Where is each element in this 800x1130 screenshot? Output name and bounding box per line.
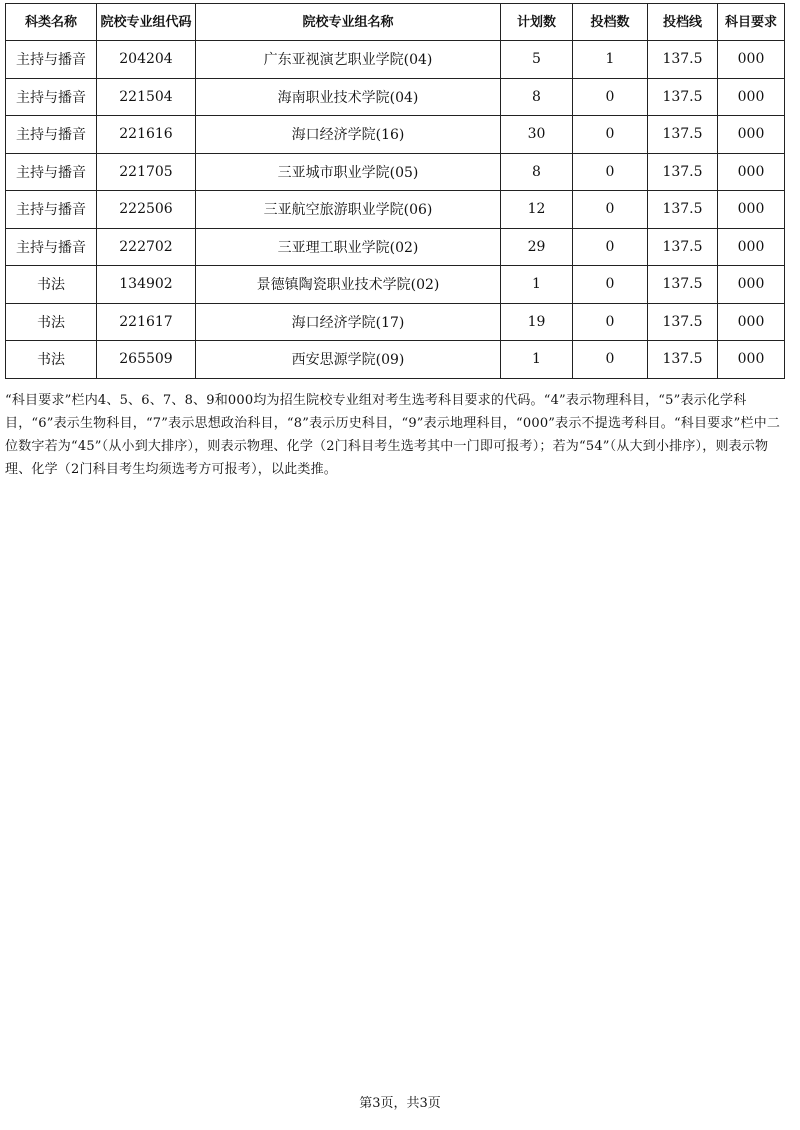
cell-filing-line: 137.5 [648, 41, 718, 79]
cell-subject-requirement: 000 [718, 341, 785, 379]
cell-plan-count: 19 [501, 303, 573, 341]
cell-subject-requirement: 000 [718, 266, 785, 304]
table-row [6, 266, 785, 304]
cell-filing-line: 137.5 [648, 78, 718, 116]
cell-filing-line: 137.5 [648, 303, 718, 341]
cell-group-name: 海口经济学院(17) [196, 303, 501, 341]
cell-subject-requirement: 000 [718, 228, 785, 266]
table-row [6, 228, 785, 266]
header-filed-count: 投档数 [573, 4, 648, 41]
cell-filed-count: 0 [573, 228, 648, 266]
cell-plan-count: 1 [501, 266, 573, 304]
admission-table [5, 3, 785, 379]
cell-group-code: 222702 [97, 228, 196, 266]
cell-filed-count: 0 [573, 191, 648, 229]
cell-group-code: 221705 [97, 153, 196, 191]
cell-subject-requirement: 000 [718, 78, 785, 116]
cell-filed-count: 1 [573, 41, 648, 79]
cell-group-code: 265509 [97, 341, 196, 379]
cell-category: 书法 [6, 266, 97, 304]
cell-group-name: 三亚航空旅游职业学院(06) [196, 191, 501, 229]
cell-group-name: 西安思源学院(09) [196, 341, 501, 379]
cell-category: 书法 [6, 341, 97, 379]
cell-category: 主持与播音 [6, 78, 97, 116]
table-row [6, 341, 785, 379]
table-row [6, 41, 785, 79]
subject-requirement-note: “科目要求”栏内4、5、6、7、8、9和000均为招生院校专业组对考生选考科目要求的代码。“4”表示物理科目，“5”表示化学科目，“6”表示生物科目，“7”表示思想政治科目，“8”表示历史科目，“9”表示地理科目，“000”表示不提选考科目。“科目要求”栏中二位数字若为“45”（从小到大排序），则表示物理、化学（2门科目考生选考其中一门即可报考）；若为“54”（从大到小排序），则表示物理、化学（2门科目考生均须选考方可报考），以此类推。 [5, 393, 781, 477]
cell-filing-line: 137.5 [648, 228, 718, 266]
header-filing-line: 投档线 [648, 4, 718, 41]
cell-plan-count: 30 [501, 116, 573, 154]
header-plan-count: 计划数 [501, 4, 573, 41]
cell-category: 书法 [6, 303, 97, 341]
header-group-code: 院校专业组代码 [97, 4, 196, 41]
cell-filed-count: 0 [573, 303, 648, 341]
cell-plan-count: 1 [501, 341, 573, 379]
table-row [6, 303, 785, 341]
cell-subject-requirement: 000 [718, 303, 785, 341]
cell-category: 主持与播音 [6, 41, 97, 79]
table-row [6, 116, 785, 154]
header-subject-requirement: 科目要求 [718, 4, 785, 41]
cell-filing-line: 137.5 [648, 116, 718, 154]
cell-filed-count: 0 [573, 153, 648, 191]
cell-filed-count: 0 [573, 78, 648, 116]
cell-filing-line: 137.5 [648, 341, 718, 379]
header-category: 科类名称 [6, 4, 97, 41]
cell-category: 主持与播音 [6, 153, 97, 191]
cell-filed-count: 0 [573, 116, 648, 154]
cell-group-name: 海南职业技术学院(04) [196, 78, 501, 116]
cell-category: 主持与播音 [6, 116, 97, 154]
cell-filed-count: 0 [573, 341, 648, 379]
cell-group-code: 134902 [97, 266, 196, 304]
cell-subject-requirement: 000 [718, 116, 785, 154]
header-group-name: 院校专业组名称 [196, 4, 501, 41]
cell-filing-line: 137.5 [648, 266, 718, 304]
cell-group-code: 221504 [97, 78, 196, 116]
cell-subject-requirement: 000 [718, 191, 785, 229]
cell-group-code: 221617 [97, 303, 196, 341]
cell-category: 主持与播音 [6, 191, 97, 229]
cell-group-name: 三亚理工职业学院(02) [196, 228, 501, 266]
cell-group-code: 204204 [97, 41, 196, 79]
cell-group-code: 221616 [97, 116, 196, 154]
table-row [6, 153, 785, 191]
cell-filed-count: 0 [573, 266, 648, 304]
cell-subject-requirement: 000 [718, 153, 785, 191]
table-header-row [6, 4, 785, 41]
cell-group-name: 海口经济学院(16) [196, 116, 501, 154]
cell-group-name: 广东亚视演艺职业学院(04) [196, 41, 501, 79]
cell-filing-line: 137.5 [648, 191, 718, 229]
cell-group-name: 景德镇陶瓷职业技术学院(02) [196, 266, 501, 304]
cell-group-name: 三亚城市职业学院(05) [196, 153, 501, 191]
cell-category: 主持与播音 [6, 228, 97, 266]
cell-plan-count: 12 [501, 191, 573, 229]
cell-filing-line: 137.5 [648, 153, 718, 191]
cell-plan-count: 29 [501, 228, 573, 266]
cell-subject-requirement: 000 [718, 41, 785, 79]
cell-plan-count: 8 [501, 78, 573, 116]
cell-group-code: 222506 [97, 191, 196, 229]
page-footer: 第3页，共3页 [359, 1096, 441, 1111]
cell-plan-count: 5 [501, 41, 573, 79]
cell-plan-count: 8 [501, 153, 573, 191]
table-row [6, 78, 785, 116]
table-row [6, 191, 785, 229]
